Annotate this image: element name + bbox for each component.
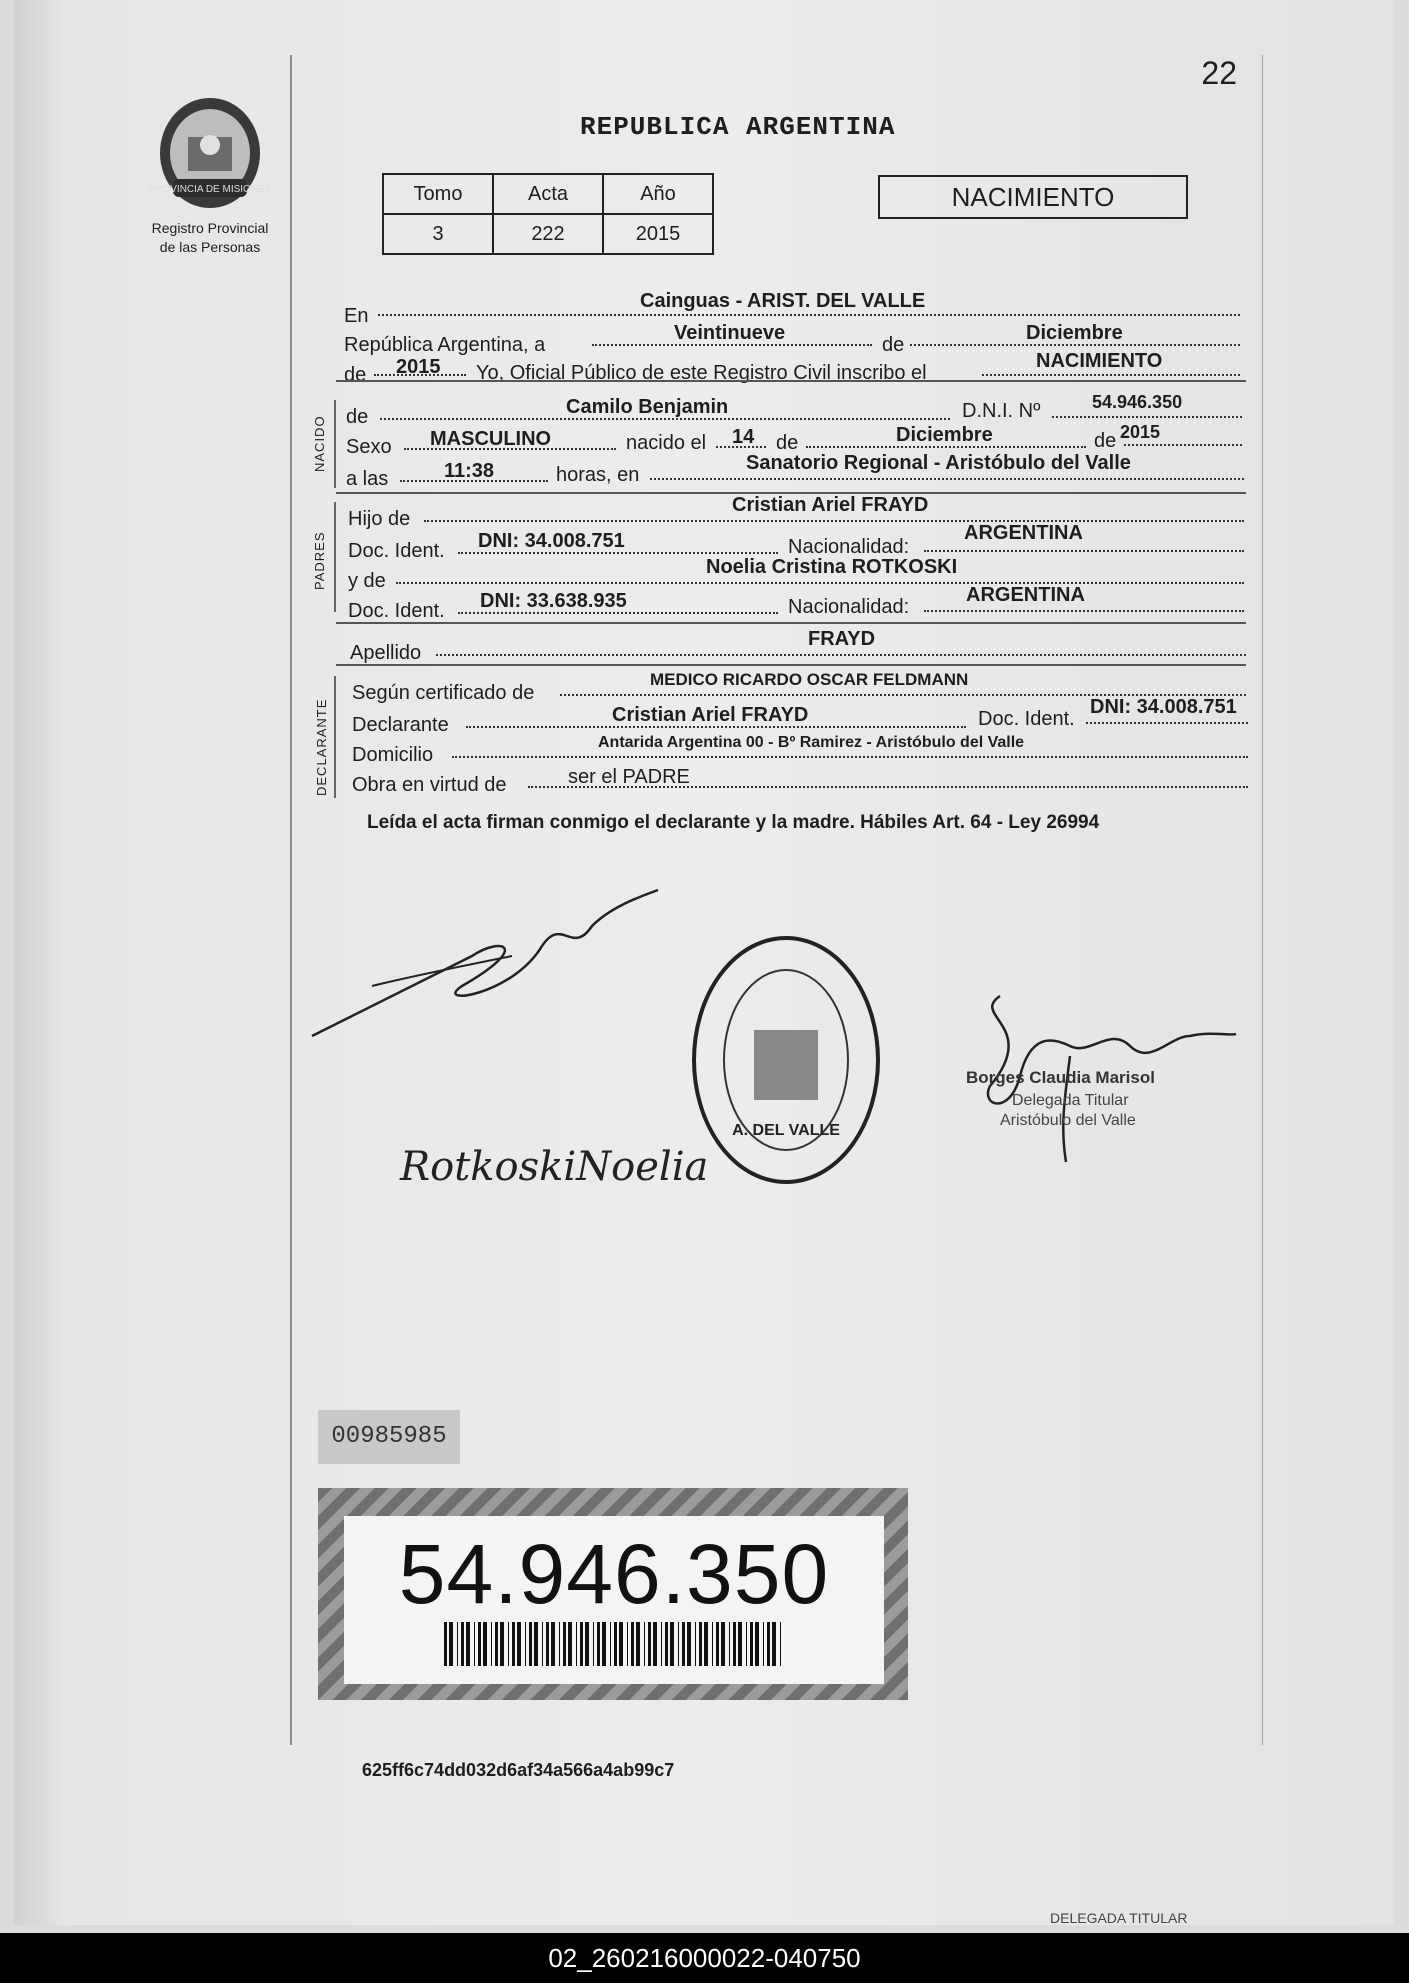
official-name: Borges Claudia Marisol xyxy=(966,1068,1155,1087)
declarante-doc-value: DNI: 34.008.751 xyxy=(1090,696,1237,718)
obra-label: Obra en virtud de xyxy=(352,774,507,796)
apellido-value: FRAYD xyxy=(808,628,876,650)
inscribo-value: NACIMIENTO xyxy=(1036,350,1163,372)
acta-header-acta: Acta xyxy=(493,174,603,214)
registry-seal xyxy=(686,930,886,1190)
province-logo xyxy=(110,95,310,256)
dotted-line xyxy=(378,314,1240,316)
section-divider xyxy=(336,380,1246,382)
hijo-de-label: Hijo de xyxy=(348,508,411,530)
registry-label-2: de las Personas xyxy=(159,239,261,255)
section-divider xyxy=(336,664,1246,666)
dotted-line xyxy=(1124,444,1242,446)
madre-signature xyxy=(400,1120,709,1210)
republica-label: República Argentina, a xyxy=(344,334,546,356)
de-label-2: de xyxy=(344,364,367,386)
padre-name: Cristian Ariel FRAYD xyxy=(732,494,929,516)
en-label: En xyxy=(344,305,369,327)
republic-title: REPUBLICA ARGENTINA xyxy=(580,112,896,142)
apellido-label: Apellido xyxy=(350,642,422,664)
dni-sticker-number: 54.946.350 xyxy=(398,1527,830,1621)
madre-nac-value: ARGENTINA xyxy=(966,584,1085,606)
padre-doc-label: Doc. Ident. xyxy=(348,540,445,562)
section-bracket xyxy=(334,502,336,612)
dni-sticker xyxy=(318,1488,908,1700)
dotted-line xyxy=(1086,722,1248,724)
dotted-line xyxy=(982,374,1240,376)
dni-label: D.N.I. Nº xyxy=(962,400,1041,422)
madre-doc-value: DNI: 33.638.935 xyxy=(480,590,627,612)
declarante-doc-label: Doc. Ident. xyxy=(978,708,1075,730)
svg-text:A. DEL VALLE: A. DEL VALLE xyxy=(732,1122,840,1139)
acta-value-acta: 222 xyxy=(493,214,603,254)
birth-month-value: Diciembre xyxy=(896,424,993,446)
section-bracket xyxy=(334,676,336,798)
dotted-line xyxy=(436,654,1246,656)
official-place: Aristóbulo del Valle xyxy=(1000,1112,1136,1129)
horas-label: horas, en xyxy=(556,464,640,486)
nacido-dni: 54.946.350 xyxy=(1092,392,1183,412)
acta-table xyxy=(382,173,714,255)
sexo-label: Sexo xyxy=(346,436,392,458)
acta-header-tomo: Tomo xyxy=(383,174,493,214)
dotted-line xyxy=(1052,416,1242,418)
certificado-label: Según certificado de xyxy=(352,682,535,704)
oficial-text: Yo, Oficial Público de este Registro Civil inscribo el xyxy=(476,362,927,384)
hora-value: 11:38 xyxy=(444,460,495,482)
dotted-line xyxy=(924,610,1244,612)
birth-day-value: 14 xyxy=(732,426,755,448)
document-hash: 625ff6c74dd032d6af34a566a4ab99c7 xyxy=(362,1760,675,1780)
svg-text:PROVINCIA DE MISIONES: PROVINCIA DE MISIONES xyxy=(148,184,272,195)
padre-doc-value: DNI: 34.008.751 xyxy=(478,530,625,552)
nacido-el-label: nacido el xyxy=(626,432,707,454)
padre-nac-label: Nacionalidad: xyxy=(788,536,910,558)
declarante-label: Declarante xyxy=(352,714,449,736)
a-las-label: a las xyxy=(346,468,389,490)
month-value: Diciembre xyxy=(1026,322,1123,344)
acta-value-tomo: 3 xyxy=(383,214,493,254)
domicilio-value: Antarida Argentina 00 - Bº Ramirez - Aristóbulo del Valle xyxy=(598,734,1025,751)
obra-value: ser el PADRE xyxy=(568,766,690,788)
sexo-value: MASCULINO xyxy=(430,428,552,450)
declarante-section-label: DECLARANTE xyxy=(314,698,329,796)
nacido-section-label: NACIDO xyxy=(312,415,327,472)
year-value: 2015 xyxy=(396,356,441,378)
madre-doc-label: Doc. Ident. xyxy=(348,600,445,622)
madre-nac-label: Nacionalidad: xyxy=(788,596,910,618)
official-title: Delegada Titular xyxy=(1012,1092,1129,1109)
acta-type-box: NACIMIENTO xyxy=(878,175,1188,219)
dotted-line xyxy=(650,478,1244,480)
dotted-line xyxy=(396,582,1244,584)
nacido-name: Camilo Benjamin xyxy=(566,396,729,418)
nacido-de-label-3: de xyxy=(1094,430,1117,452)
declarante-value: Cristian Ariel FRAYD xyxy=(612,704,809,726)
birth-year-value: 2015 xyxy=(1120,422,1161,442)
padre-nac-value: ARGENTINA xyxy=(964,522,1083,544)
y-de-label: y de xyxy=(348,570,386,592)
de-label: de xyxy=(882,334,905,356)
place-value: Cainguas - ARIST. DEL VALLE xyxy=(640,290,926,312)
registry-label-1: Registro Provincial xyxy=(151,220,269,236)
section-divider xyxy=(336,622,1246,624)
footer-code: 02_260216000022-040750 xyxy=(0,1933,1409,1983)
dotted-line xyxy=(452,756,1248,758)
closing-statement: Leída el acta firman conmigo el declarante y la madre. Hábiles Art. 64 - Ley 26994 xyxy=(367,812,1100,833)
madre-name: Noelia Cristina ROTKOSKI xyxy=(706,556,958,578)
bottom-cut-text: DELEGADA TITULAR xyxy=(1050,1910,1188,1926)
nacido-de-label: de xyxy=(346,406,369,428)
serial-number: 00985985 xyxy=(318,1410,460,1464)
barcode-icon xyxy=(444,1622,784,1666)
page-number: 22 xyxy=(1201,55,1237,91)
section-bracket xyxy=(334,400,336,488)
declarante-signature xyxy=(312,886,662,1046)
nacido-de-label-2: de xyxy=(776,432,799,454)
certificado-value: MEDICO RICARDO OSCAR FELDMANN xyxy=(650,670,969,689)
day-words-value: Veintinueve xyxy=(674,322,786,344)
svg-text:RotkoskiNoelia: RotkoskiNoelia xyxy=(400,1144,709,1190)
acta-header-anio: Año xyxy=(603,174,713,214)
acta-value-anio: 2015 xyxy=(603,214,713,254)
misiones-emblem-icon xyxy=(148,95,272,213)
dotted-line xyxy=(424,520,1244,522)
lugar-value: Sanatorio Regional - Aristóbulo del Valle xyxy=(746,452,1131,474)
dotted-line xyxy=(924,550,1244,552)
domicilio-label: Domicilio xyxy=(352,744,434,766)
padres-section-label: PADRES xyxy=(312,531,327,590)
